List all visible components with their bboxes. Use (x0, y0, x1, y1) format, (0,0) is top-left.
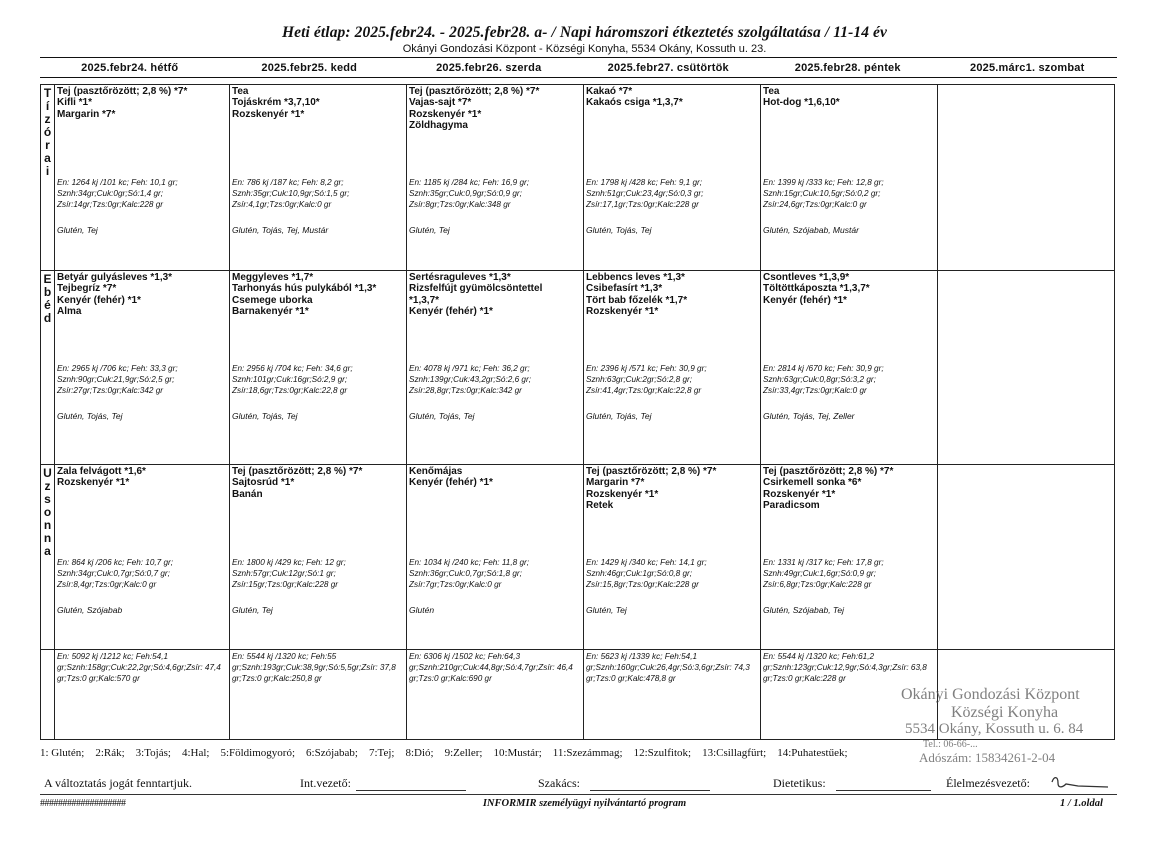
dish-item: Tej (pasztőrözött; 2,8 %) *7* (763, 466, 894, 477)
nutrition-info: En: 1034 kj /240 kc; Feh: 11,8 gr; Sznh:36gr;Cuk:0,7gr;Só:1,8 gr; Zsír:7gr;Tzs:0gr;Kalc:0 gr (409, 558, 530, 589)
disclaimer: A változtatás jogát fenntartjuk. (44, 776, 192, 790)
allergen-info: Glutén (409, 605, 435, 615)
dish-item: *1,3,7* (409, 294, 440, 306)
program-name: INFORMIR személyügyi nyilvántartó program (482, 798, 687, 809)
daily-total-cell (55, 650, 230, 740)
stamp-line: 5534 Okány, Kossuth u. 6. 84 (905, 721, 1084, 737)
daily-total-cell (407, 650, 584, 740)
meal-label-letter: E (43, 272, 52, 286)
nutrition-info: En: 1264 kj /101 kc; Feh: 10,1 gr; Sznh:34gr;Cuk:0gr;Só:1,4 gr; Zsír:14gr;Tzs:0gr;Kalc:228 gr (57, 178, 178, 209)
allergen-legend-item: 7:Tej; (368, 747, 395, 759)
allergen-info: Glutén, Tojás, Tej (232, 411, 298, 421)
dish-item: Rozskenyér *1* (57, 477, 130, 489)
allergen-info: Glutén, Tojás, Tej (586, 411, 652, 421)
szakacs-signature-line (590, 790, 710, 791)
menu-cell (761, 85, 938, 271)
allergen-info: Glutén, Tej (409, 225, 450, 235)
meal-label-letter: i (45, 164, 50, 178)
nutrition-info: En: 2814 kj /670 kc; Feh: 30,9 gr; Sznh:63gr;Cuk:0,8gr;Só:3,2 gr; Zsír:33,4gr;Tzs:0gr;Kalc:0 gr (763, 364, 884, 395)
dish-item: Tarhonyás hús pulykából *1,3* (232, 283, 377, 295)
dish-item: Tojáskrém *3,7,10* (232, 97, 320, 109)
dish-list (938, 85, 1114, 86)
dish-list (584, 271, 760, 317)
dish-list (230, 271, 406, 317)
nutrition-info: En: 1331 kj /317 kc; Feh: 17,8 gr; Sznh:49gr;Cuk:1,6gr;Só:0,9 gr; Zsír:6,8gr;Tzs:0gr;Kalc:228 gr (763, 558, 884, 589)
dish-item: Rozskenyér *1* (763, 488, 836, 500)
dish-item: Rozskenyér *1* (409, 108, 482, 120)
nutrition-info: En: 1429 kj /340 kc; Feh: 14,1 gr; Sznh:46gr;Cuk:1gr;Só:0,8 gr; Zsír:15,8gr;Tzs:0gr;Kalc:228 gr (586, 558, 707, 589)
menu-cell (407, 465, 584, 650)
dish-item: Hot-dog *1,6,10* (763, 97, 840, 109)
nutrition-info: En: 4078 kj /971 kc; Feh: 36,2 gr; Sznh:139gr;Cuk:43,2gr;Só:2,6 gr; Zsír:28,8gr;Tzs:0gr;Kalc:342 gr (409, 364, 531, 395)
allergen-info: Glutén, Tojás, Tej (409, 411, 475, 421)
dish-list (938, 271, 1114, 272)
dish-item: Csirkemell sonka *6* (763, 477, 862, 489)
header-rule (40, 57, 1117, 58)
weekly-menu-table (40, 84, 1115, 740)
allergen-info: Glutén, Szójabab (57, 605, 123, 615)
dish-item: Zöldhagyma (409, 119, 468, 131)
meal-label-letter: a (44, 151, 51, 165)
allergen-legend-item: 8:Dió; (405, 747, 434, 759)
dish-item: Betyár gulyásleves *1,3* (57, 272, 173, 283)
menu-cell (55, 271, 230, 465)
dish-item: Sertésraguleves *1,3* (409, 272, 511, 283)
footer-hash: ################### (40, 798, 126, 809)
dish-item: Tea (232, 86, 249, 97)
dish-item: Kenőmájas (409, 466, 463, 477)
nutrition-info: En: 864 kj /206 kc; Feh: 10,7 gr; Sznh:34gr;Cuk:0,7gr;Só:0,7 gr; Zsír:8,4gr;Tzs:0gr;Kalc:0 gr (57, 558, 174, 589)
stamp-line: Községi Konyha (951, 704, 1059, 721)
menu-cell (55, 85, 230, 271)
allergen-legend-item: 6:Szójabab; (306, 747, 358, 759)
dish-item: Töltöttkáposzta *1,3,7* (763, 283, 870, 295)
page-number: 1 / 1.oldal (1060, 798, 1103, 809)
day-header-row (40, 62, 1117, 76)
dish-item: Kakaós csiga *1,3,7* (586, 97, 683, 109)
allergen-info: Glutén, Szójabab, Mustár (763, 225, 859, 235)
dish-item: Paradicsom (763, 499, 820, 511)
day-header: 2025.márc1. szombat (970, 62, 1085, 74)
dish-item: Kenyér (fehér) *1* (409, 477, 493, 489)
nutrition-info: En: 786 kj /187 kc; Feh: 8,2 gr; Sznh:35gr;Cuk:10,9gr;Só:1,5 gr; Zsír:4,1gr;Tzs:0gr;Kalc:0 gr (232, 178, 350, 209)
meal-label-letter: r (45, 138, 50, 152)
day-header: 2025.febr27. csütörtök (607, 62, 729, 74)
dish-list (761, 465, 937, 511)
meal-label-letter: d (43, 311, 52, 325)
dish-item: Lebbencs leves *1,3* (586, 272, 685, 283)
dietetikus-signature-line (836, 790, 931, 791)
allergen-legend-item: 3:Tojás; (135, 747, 171, 759)
dish-item: Rozskenyér *1* (586, 488, 659, 500)
dish-item: Alma (57, 305, 82, 317)
day-header: 2025.febr24. hétfő (81, 62, 179, 74)
dish-item: Kenyér (fehér) *1* (409, 305, 493, 317)
menu-title: Heti étlap: 2025.febr24. - 2025.febr28. a- / Napi háromszori étkeztetés szolgáltatása / 11-14 év (281, 24, 887, 41)
day-header: 2025.febr28. péntek (794, 62, 901, 74)
meal-row (41, 465, 1115, 650)
allergen-info: Glutén, Szójabab, Tej (763, 605, 844, 615)
dish-item: Csibefasírt *1,3* (586, 283, 663, 295)
meal-label-letter: z (44, 112, 51, 126)
allergen-info: Glutén, Tej (57, 225, 98, 235)
allergen-legend-item: 1: Glutén; (40, 747, 85, 759)
dish-item: Margarin *7* (586, 477, 645, 489)
nutrition-info: En: 1185 kj /284 kc; Feh: 16,9 gr; Sznh:35gr;Cuk:0,9gr;Só:0,9 gr; Zsír:8gr;Tzs:0gr;Kalc:348 gr (409, 178, 530, 209)
allergen-info: Glutén, Tojás, Tej, Mustár (232, 225, 329, 235)
meal-label (41, 271, 55, 465)
allergen-info: Glutén, Tojás, Tej (586, 225, 652, 235)
dish-item: Csontleves *1,3,9* (763, 272, 850, 283)
nutrition-info: En: 2396 kj /571 kc; Feh: 30,9 gr; Sznh:63gr;Cuk:2gr;Só:2,8 gr; Zsír:41,4gr;Tzs:0gr;Kalc:22,8 gr (586, 364, 707, 395)
dish-item: Rozskenyér *1* (586, 305, 659, 317)
dish-list (938, 465, 1114, 466)
menu-cell (407, 271, 584, 465)
allergen-legend-item: 4:Hal; (181, 747, 210, 759)
dish-item: Margarin *7* (57, 108, 116, 120)
stamp-line: Adószám: 15834261-2-04 (919, 750, 1056, 765)
dish-item: Tea (763, 86, 780, 97)
dish-list (55, 465, 229, 489)
meal-row (41, 85, 1115, 271)
menu-cell (584, 85, 761, 271)
dish-list (230, 465, 406, 500)
meal-label-letter: a (44, 544, 51, 558)
menu-cell (55, 465, 230, 650)
daily-total-nutrition: En: 5092 kj /1212 kc; Feh:54,1 gr;Sznh:158gr;Cuk:22,2gr;Só:4,6gr;Zsír: 47,4 gr;Tzs:0 gr;Kalc:570 gr (57, 652, 221, 683)
allergen-legend-item: 14:Puhatestűek; (777, 747, 848, 759)
menu-cell (938, 271, 1115, 465)
dish-list (407, 465, 583, 489)
dish-item: Vajas-sajt *7* (409, 97, 472, 109)
dish-item: Csemege uborka (232, 294, 313, 306)
menu-cell (761, 271, 938, 465)
dish-item: Sajtosrúd *1* (232, 477, 295, 489)
dish-item: Tej (pasztőrözött; 2,8 %) *7* (586, 466, 717, 477)
daily-total-nutrition: En: 5544 kj /1320 kc; Feh:61,2 gr;Sznh:123gr;Cuk:12,9gr;Só:4,3gr;Zsír: 63,8 gr;Tzs:0 gr;Kalc:228 gr (763, 652, 927, 683)
kitchen-address: Okányi Gondozási Központ - Községi Konyha, 5534 Okány, Kossuth u. 23. (402, 43, 767, 55)
signature-scribble (1048, 774, 1120, 792)
menu-cell (584, 271, 761, 465)
menu-cell (584, 465, 761, 650)
dish-list (55, 85, 229, 120)
meal-label-letter: í (45, 99, 50, 113)
daily-total-nutrition: En: 6306 kj /1502 kc; Feh:64,3 gr;Sznh:210gr;Cuk:44,8gr;Só:4,7gr;Zsír: 46,4 gr;Tzs:0 gr;Kalc:690 gr (409, 652, 573, 683)
allergen-info: Glutén, Tojás, Tej, Zeller (763, 411, 855, 421)
allergen-legend-item: 13:Csillagfürt; (702, 747, 767, 759)
nutrition-info: En: 2965 kj /706 kc; Feh: 33,3 gr; Sznh:90gr;Cuk:21,9gr;Só:2,5 gr; Zsír:27gr;Tzs:0gr;Kalc:342 gr (57, 364, 178, 395)
dish-item: Kenyér (fehér) *1* (57, 294, 141, 306)
elelmezesvezeto-label: Élelmezésvezető: (946, 776, 1030, 790)
allergen-legend-item: 11:Szezámmag; (552, 747, 623, 759)
daily-total-nutrition: En: 5544 kj /1320 kc; Feh:55 gr;Sznh:193gr;Cuk:38,9gr;Só:5,5gr;Zsír: 37,8 gr;Tzs:0 gr;Kalc:250,8 gr (232, 652, 396, 683)
dish-item: Tört bab főzelék *1,7* (586, 294, 688, 306)
dish-list (407, 85, 583, 131)
dish-item: Kakaó *7* (586, 86, 633, 97)
dish-item: Kenyér (fehér) *1* (763, 294, 847, 306)
allergen-legend-item: 2:Rák; (95, 747, 125, 759)
daily-total-nutrition (938, 650, 1114, 652)
dish-list (584, 85, 760, 109)
meal-label-letter: n (43, 518, 52, 532)
dish-item: Retek (586, 499, 614, 511)
meal-label-letter: z (44, 479, 51, 493)
dish-item: Tejbegríz *7* (57, 283, 117, 295)
allergen-info: Glutén, Tej (232, 605, 273, 615)
meal-label-letter: o (43, 505, 52, 519)
allergen-legend-item: 9:Zeller; (444, 747, 483, 759)
meal-label-letter: é (44, 298, 51, 312)
dish-list (761, 271, 937, 306)
menu-cell (230, 465, 407, 650)
dish-item: Zala felvágott *1,6* (57, 466, 146, 477)
menu-cell (230, 271, 407, 465)
meal-label (41, 465, 55, 650)
dish-item: Rizsfelfújt gyümölcsöntettel (409, 283, 543, 295)
meal-label (41, 85, 55, 271)
meal-label-letter: b (43, 285, 52, 299)
meal-label-letter: s (44, 492, 51, 506)
dish-item: Kifli *1* (57, 97, 93, 109)
dietetikus-label: Dietetikus: (773, 776, 826, 790)
daily-total-nutrition: En: 5623 kj /1339 kc; Feh:54,1 gr;Sznh:160gr;Cuk:26,4gr;Só:3,6gr;Zsír: 74,3 gr;Tzs:0 gr;Kalc:478,8 gr (586, 652, 750, 683)
day-header: 2025.febr26. szerda (436, 62, 542, 74)
dish-item: Tej (pasztőrözött; 2,8 %) *7* (409, 86, 540, 97)
allergen-info: Glutén, Tojás, Tej (57, 411, 123, 421)
day-header-rule (40, 77, 1117, 78)
dish-list (230, 85, 406, 120)
daily-total-cell (584, 650, 761, 740)
dish-item: Rozskenyér *1* (232, 108, 305, 120)
allergen-legend-item: 5:Földimogyoró; (220, 747, 296, 759)
allergen-info: Glutén, Tej (586, 605, 627, 615)
meal-label-letter: T (43, 86, 52, 100)
meal-label-letter: n (43, 531, 52, 545)
dish-item: Banán (232, 488, 263, 500)
nutrition-info: En: 2956 kj /704 kc; Feh: 34,6 gr; Sznh:101gr;Cuk:16gr;Só:2,9 gr; Zsír:18,6gr;Tzs:0gr;Kalc:22,8 gr (232, 364, 353, 395)
nutrition-info: En: 1798 kj /428 kc; Feh: 9,1 gr; Sznh:51gr;Cuk:23,4gr;Só:0,3 gr; Zsír:17,1gr;Tzs:0gr;Kalc:228 gr (586, 178, 704, 209)
daily-total-cell (230, 650, 407, 740)
day-header: 2025.febr25. kedd (261, 62, 358, 74)
dish-item: Tej (pasztőrözött; 2,8 %) *7* (232, 466, 363, 477)
footer-rule (40, 794, 1117, 795)
nutrition-info: En: 1399 kj /333 kc; Feh: 12,8 gr; Sznh:15gr;Cuk:10,5gr;Só:0,2 gr; Zsír:24,6gr;Tzs:0gr;Kalc:0 gr (763, 178, 884, 209)
meal-label-letter: ó (43, 125, 52, 139)
dish-item: Meggyleves *1,7* (232, 272, 314, 283)
meal-row (41, 271, 1115, 465)
menu-cell (407, 85, 584, 271)
int-vezeto-signature-line (356, 790, 466, 791)
nutrition-info: En: 1800 kj /429 kc; Feh: 12 gr; Sznh:57gr;Cuk:12gr;Só:1 gr; Zsír:15gr;Tzs:0gr;Kalc:228 gr (232, 558, 346, 589)
menu-cell (230, 85, 407, 271)
total-label-cell (41, 650, 55, 740)
menu-cell (761, 465, 938, 650)
dish-item: Barnakenyér *1* (232, 305, 309, 317)
int-vezeto-label: Int.vezető: (300, 776, 351, 790)
dish-list (55, 271, 229, 317)
dish-list (761, 85, 937, 109)
allergen-legend-item: 12:Szulfitok; (633, 747, 692, 759)
dish-list (407, 271, 583, 317)
dish-item: Tej (pasztőrözött; 2,8 %) *7* (57, 86, 188, 97)
dish-list (584, 465, 760, 511)
stamp-line: Tel.: 06-66-... (923, 739, 978, 750)
szakacs-label: Szakács: (538, 776, 580, 790)
menu-cell (938, 465, 1115, 650)
menu-cell (938, 85, 1115, 271)
allergen-legend-item: 10:Mustár; (493, 747, 542, 759)
meal-label-letter: U (43, 466, 52, 480)
stamp-line: Okányi Gondozási Központ (901, 686, 1080, 703)
